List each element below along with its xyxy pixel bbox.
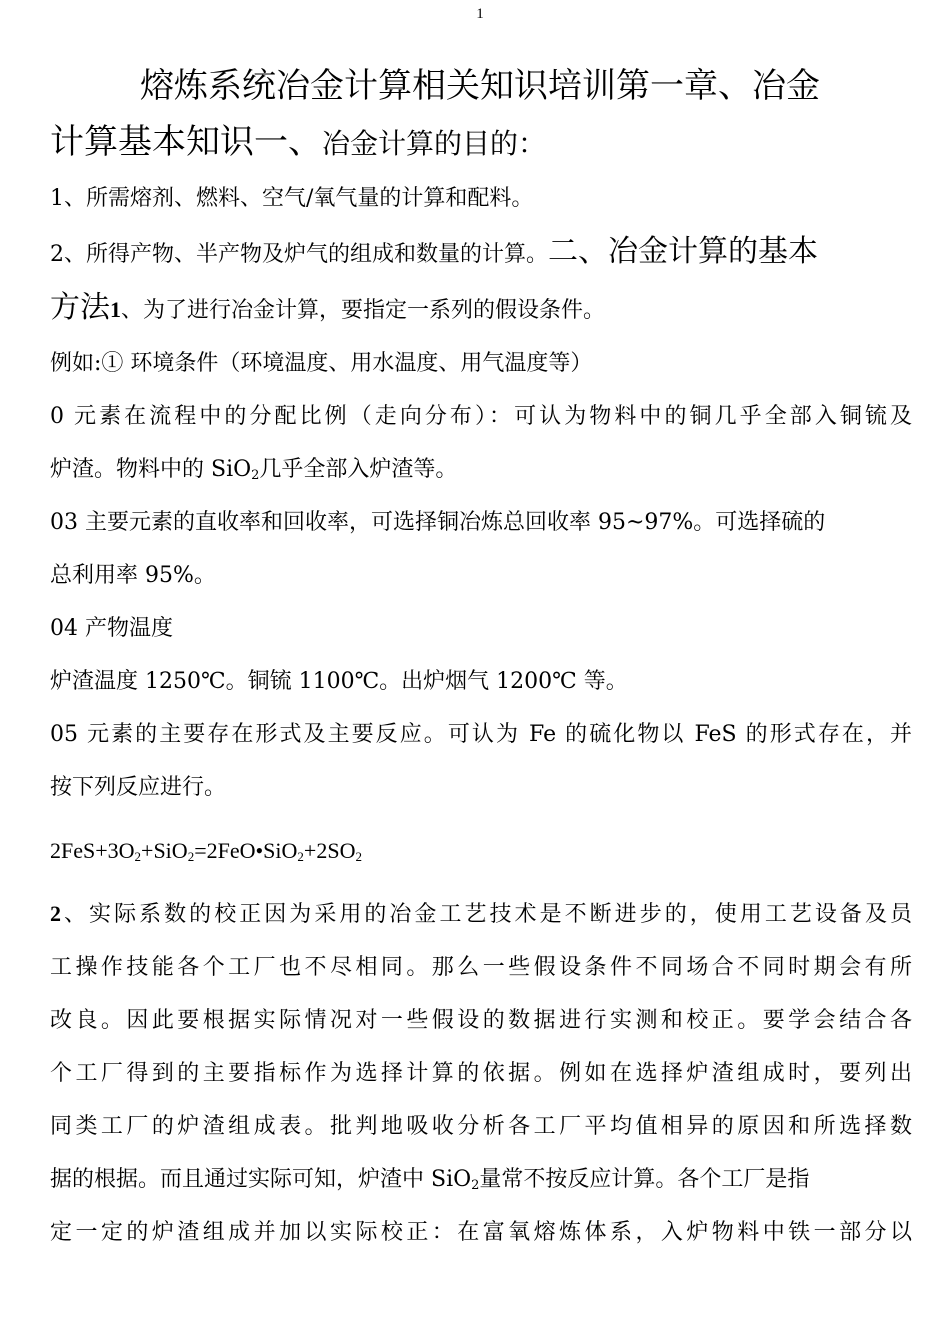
example-3-line-1: 03 主要元素的直收率和回收率，可选择铜冶炼总回收率 95~97%。可选择硫的 (50, 510, 826, 535)
document-title-line-1: 熔炼系统冶金计算相关知识培训第一章、冶金 (140, 66, 820, 106)
example-5-line-1: 05 元素的主要存在形式及主要反应。可认为 Fe 的硫化物以 FeS 的形式存在，并 (50, 722, 912, 747)
reaction-equation (50, 824, 912, 877)
correction-line-6 (50, 1153, 912, 1206)
point-2-number: 2 (50, 901, 61, 926)
subscript: 2 (471, 1178, 480, 1193)
section-heading-methods: 二、冶金计算的基本 (548, 234, 818, 269)
correction-line-4: 个工厂得到的主要指标作为选择计算的依据。例如在选择炉渣组成时，要列出 (50, 1061, 912, 1086)
example-4-text: 炉渣温度 1250℃。铜锍 1100℃。出炉烟气 1200℃ 等。 (50, 669, 628, 694)
equation-part: =2FeO•SiO (194, 838, 298, 863)
example-4-title: 04 产物温度 (50, 616, 173, 641)
example-3-line-2: 总利用率 95%。 (50, 563, 216, 588)
page-number: 1 (476, 6, 484, 22)
point-1-text: 、为了进行冶金计算，要指定一系列的假设条件。 (121, 298, 606, 323)
purpose-item-2 (50, 225, 912, 281)
section-heading-methods-cont: 方法 (50, 290, 110, 325)
title-main-text: 计算基本知识一、 (50, 122, 322, 162)
subscript: 2 (251, 468, 260, 483)
equation-part: +2SO (303, 838, 356, 863)
correction-text-b: 量常不按反应计算。各个工厂是指 (479, 1167, 810, 1192)
correction-text: 、实际系数的校正因为采用的冶金工艺技术是不断进步的，使用工艺设备及员 (61, 902, 912, 927)
subscript: 2 (187, 849, 195, 864)
example-5-line-2: 按下列反应进行。 (50, 775, 227, 800)
correction-line-3: 改良。因此要根据实际情况对一些假设的数据进行实测和校正。要学会结合各 (50, 1008, 912, 1033)
correction-text-a: 据的根据。而且通过实际可知，炉渣中 SiO (50, 1167, 472, 1192)
purpose-item-1: 1、所需熔剂、燃料、空气/氧气量的计算和配料。 (50, 186, 534, 211)
equation-part: 2FeS+3O (50, 838, 135, 863)
example-2-line-1: 0 元素在流程中的分配比例（走向分布）：可认为物料中的铜几乎全部入铜锍及 (50, 404, 912, 429)
methods-point-1 (50, 281, 912, 337)
document-body (50, 58, 912, 1259)
correction-line-7: 定一定的炉渣组成并加以实际校正：在富氧熔炼体系，入炉物料中铁一部分以 (50, 1220, 912, 1245)
correction-line-1 (50, 887, 912, 941)
purpose-item-2-text: 2、所得产物、半产物及炉气的组成和数量的计算。 (50, 242, 548, 267)
document-title-line-2 (50, 114, 912, 172)
example-2-text-a: 炉渣。物料中的 SiO (50, 457, 252, 482)
example-2-text-b: 几乎全部入炉渣等。 (259, 457, 458, 482)
point-1-number: 1 (110, 297, 121, 322)
example-2-line-2 (50, 443, 912, 496)
subscript: 2 (297, 849, 304, 864)
correction-line-2: 工操作技能各个工厂也不尽相同。那么一些假设条件不同场合不同时期会有所 (50, 955, 912, 980)
equation-part: +SiO (141, 838, 188, 863)
section-heading-purpose: 冶金计算的目的： (322, 127, 547, 160)
correction-line-5: 同类工厂的炉渣组成表。批判地吸收分析各工厂平均值相异的原因和所选择数 (50, 1114, 912, 1139)
example-1: 例如:① 环境条件（环境温度、用水温度、用气温度等） (50, 351, 593, 376)
subscript: 2 (134, 849, 142, 864)
subscript: 2 (355, 849, 362, 864)
